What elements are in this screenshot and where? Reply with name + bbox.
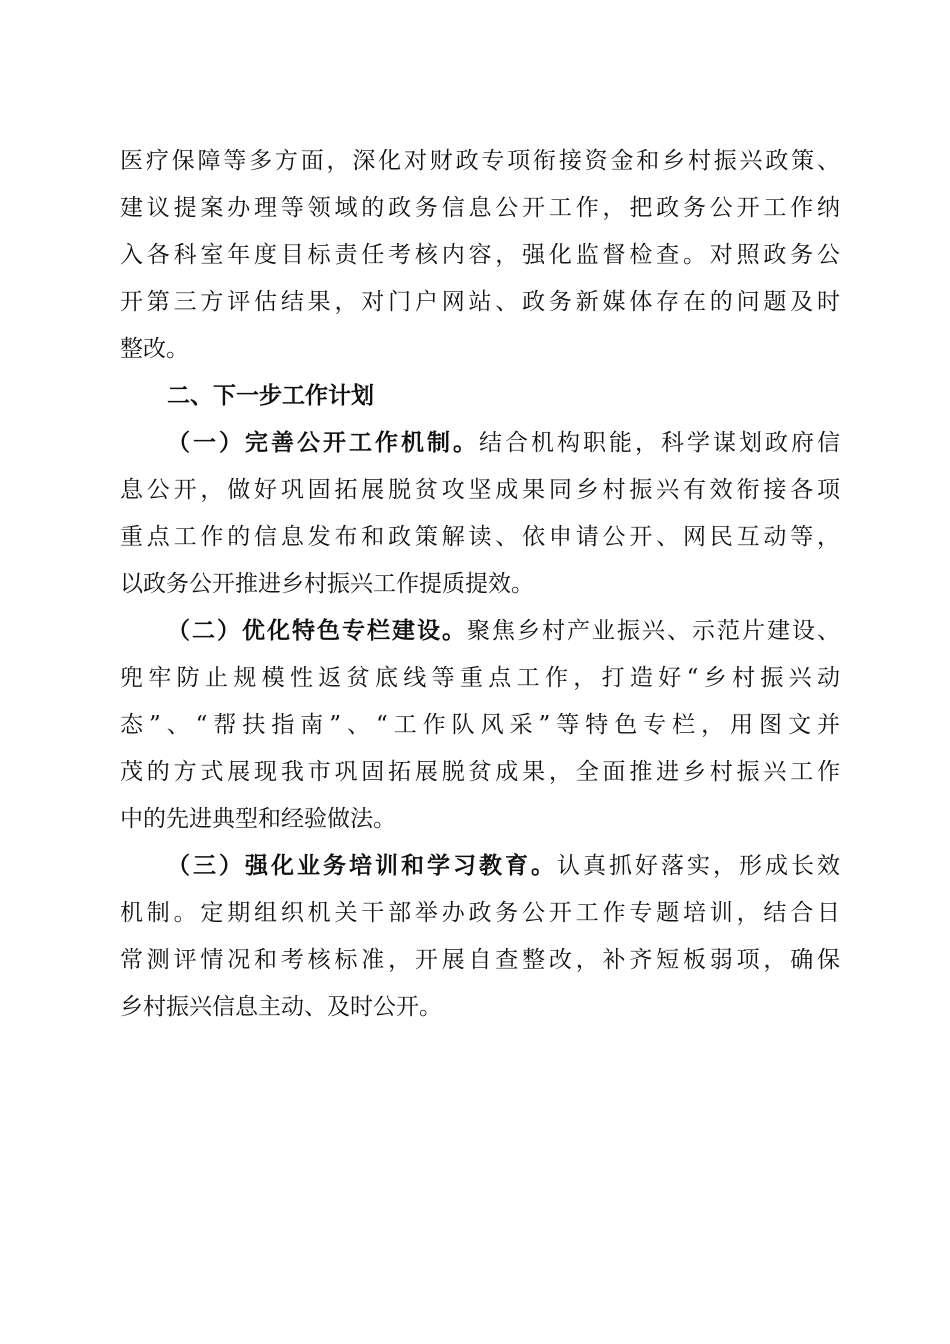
paragraph-line: 医疗保障等多方面，深化对财政专项衔接资金和乡村振兴政策、 <box>120 148 840 174</box>
document-body <box>120 138 840 1031</box>
item-title: （一）完善公开工作机制。 <box>167 430 479 456</box>
item-title: （二）优化特色专栏建设。 <box>167 618 467 644</box>
paragraph-line: 整改。 <box>120 336 189 362</box>
paragraph-line: 息公开，做好巩固拓展脱贫攻坚成果同乡村振兴有效衔接各项 <box>120 477 840 503</box>
item-text: 认真抓好落实，形成长效 <box>557 853 840 879</box>
paragraph-line: 机制。定期组织机关干部举办政务公开工作专题培训，结合日 <box>120 900 840 926</box>
paragraph-line: 入各科室年度目标责任考核内容，强化监督检查。对照政务公 <box>120 242 840 268</box>
paragraph-line: 茂的方式展现我市巩固拓展脱贫成果，全面推进乡村振兴工作 <box>120 759 840 785</box>
paragraph-line: 开第三方评估结果，对门户网站、政务新媒体存在的问题及时 <box>120 289 840 315</box>
paragraph-line: 建议提案办理等领域的政务信息公开工作，把政务公开工作纳 <box>120 195 840 221</box>
item-title: （三）强化业务培训和学习教育。 <box>167 853 557 879</box>
item-first-line <box>120 608 840 655</box>
paragraph-line: 兜牢防止规模性返贫底线等重点工作，打造好“乡村振兴动 <box>120 665 840 691</box>
paragraph-line: 态”、“帮扶指南”、“工作队风采”等特色专栏，用图文并 <box>120 712 840 738</box>
item-first-line <box>120 420 840 467</box>
item-text: 聚焦乡村产业振兴、示范片建设、 <box>467 618 840 644</box>
paragraph-line: 重点工作的信息发布和政策解读、依申请公开、网民互动等， <box>120 524 840 550</box>
paragraph-line: 乡村振兴信息主动、及时公开。 <box>120 994 442 1020</box>
paragraph-line: 中的先进典型和经验做法。 <box>120 806 396 832</box>
item-first-line <box>120 843 840 890</box>
paragraph-line: 常测评情况和考核标准，开展自查整改，补齐短板弱项，确保 <box>120 947 840 973</box>
item-text: 结合机构职能，科学谋划政府信 <box>479 430 840 456</box>
paragraph-line: 以政务公开推进乡村振兴工作提质提效。 <box>120 571 534 597</box>
section-heading: 二、下一步工作计划 <box>167 383 374 409</box>
